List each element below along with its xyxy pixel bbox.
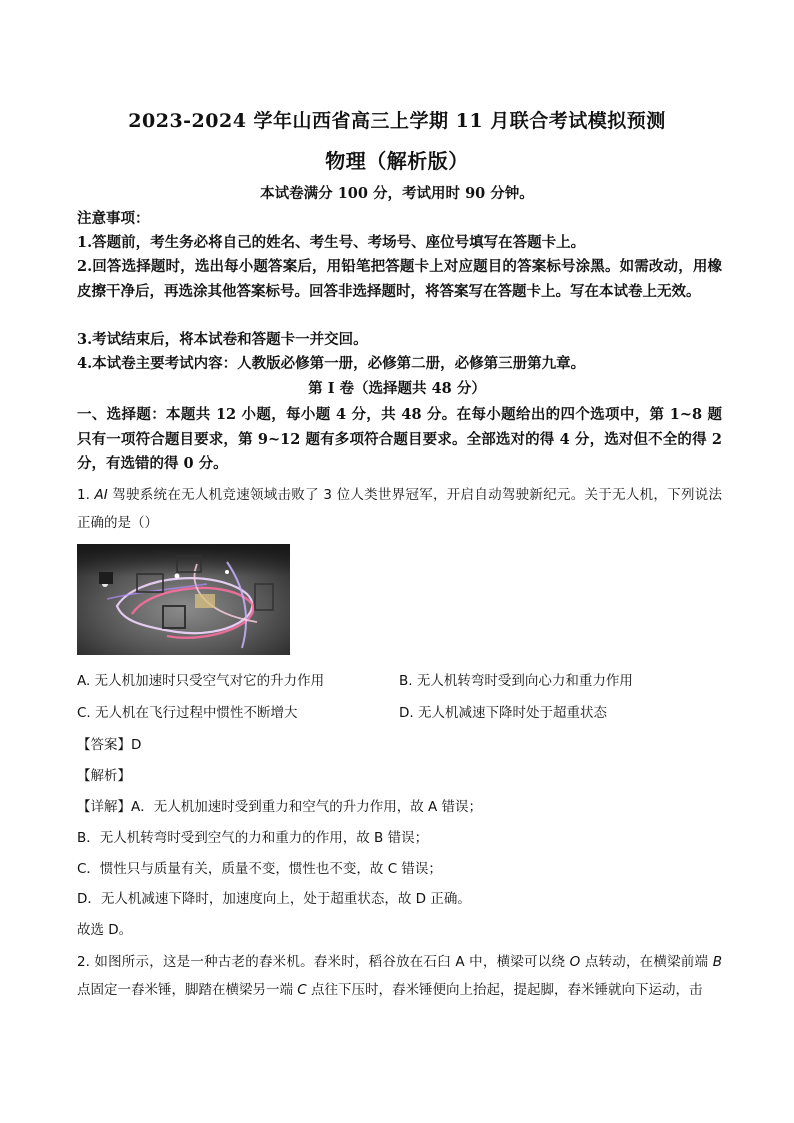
question-1-answer: 【答案】D xyxy=(77,737,142,753)
document-title: 2023-2024 学年山西省高三上学期 11 月联合考试模拟预测 xyxy=(128,110,666,132)
question-1-stem xyxy=(77,481,722,537)
question-2-text-4: 点往下压时，舂米锤便向上抬起，提起脚，舂米锤就向下运动，击 xyxy=(306,982,703,998)
drone-race-image xyxy=(77,544,290,655)
exam-info: 本试卷满分 100 分，考试用时 90 分钟。 xyxy=(260,185,534,202)
question-2-text-1: 2. 如图所示，这是一种古老的舂米机。舂米时，稻谷放在石臼 A 中，横梁可以绕 xyxy=(77,954,570,970)
document-subtitle: 物理（解析版） xyxy=(325,149,469,173)
question-1-detail-c: C．惯性只与质量有关，质量不变，惯性也不变，故 C 错误； xyxy=(77,861,442,877)
question-2-point-b: B xyxy=(712,954,723,970)
notice-item-3: 3.考试结束后，将本试卷和答题卡一并交回。 xyxy=(77,331,368,348)
question-1-ai: AI xyxy=(94,487,108,503)
question-1-detail-d: D．无人机减速下降时，加速度向上，处于超重状态，故 D 正确。 xyxy=(77,891,471,907)
drone-race-photo xyxy=(77,544,290,655)
notice-item-1: 1.答题前，考生务必将自己的姓名、考生号、考场号、座位号填写在答题卡上。 xyxy=(77,234,586,251)
question-2-stem xyxy=(77,948,722,1004)
question-1-option-b: B. 无人机转弯时受到向心力和重力作用 xyxy=(399,673,633,689)
question-1-analysis-label: 【解析】 xyxy=(77,768,131,784)
notice-item-4: 4.本试卷主要考试内容：人教版必修第一册，必修第二册，必修第三册第九章。 xyxy=(77,355,586,372)
section-intro: 一、选择题：本题共 12 小题，每小题 4 分，共 48 分。在每小题给出的四个选项中，第 1~8 题只有一项符合题目要求，第 9~12 题有多项符合题目要求。全部选对的得 4 分，选对但不全的得 2 分，有选错的得 0 分。 xyxy=(77,406,722,472)
question-2-point-c: C xyxy=(297,982,307,998)
question-1-option-a: A. 无人机加速时只受空气对它的升力作用 xyxy=(77,673,325,689)
question-2-text-3: 点固定一舂米锤，脚踏在横梁另一端 xyxy=(77,982,298,998)
question-1-option-c: C. 无人机在飞行过程中惯性不断增大 xyxy=(77,705,298,721)
question-1-selection: 故选 D。 xyxy=(77,922,133,938)
question-1-detail-a: 【详解】A．无人机加速时受到重力和空气的升力作用，故 A 错误； xyxy=(77,799,483,815)
question-1-detail-b: B．无人机转弯时受到空气的力和重力的作用，故 B 错误； xyxy=(77,830,429,846)
question-2-point-o: O xyxy=(569,954,581,970)
question-1-text: 驾驶系统在无人机竞速领域击败了 3 位人类世界冠军，开启自动驾驶新纪元。关于无人机，下列说法正确的是（） xyxy=(77,487,722,531)
question-1-number: 1. xyxy=(77,487,95,503)
question-2-text-2: 点转动，在横梁前端 xyxy=(580,954,713,970)
notice-heading: 注意事项： xyxy=(77,210,150,227)
question-1-option-d: D. 无人机减速下降时处于超重状态 xyxy=(399,705,607,721)
notice-item-2: 2.回答选择题时，选出每小题答案后，用铅笔把答题卡上对应题目的答案标号涂黑。如需改动，用橡皮擦干净后，再选涂其他答案标号。回答非选择题时，将答案写在答题卡上。写在本试卷上无效。 xyxy=(77,258,722,300)
section-title: 第 I 卷（选择题共 48 分） xyxy=(308,380,486,397)
